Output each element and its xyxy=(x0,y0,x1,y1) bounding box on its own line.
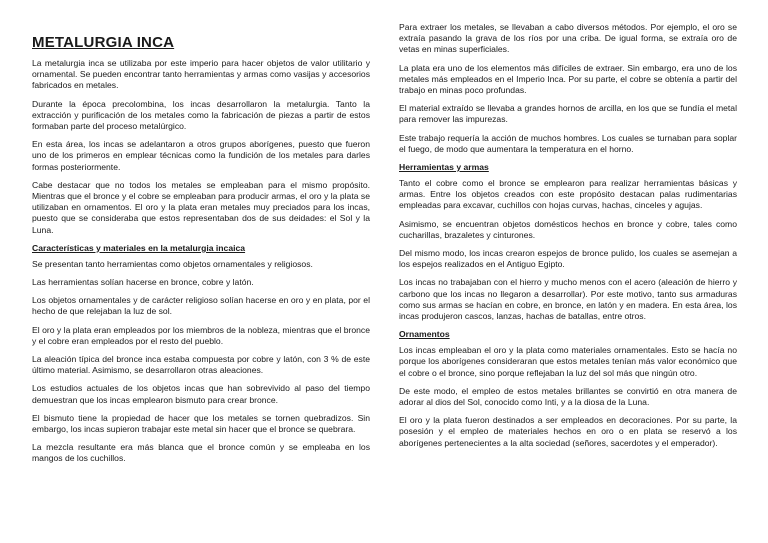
paragraph: La plata era uno de los elementos más difíciles de extraer. Sin embargo, era uno de los metales más empleados en el Imperio Inca. Por su parte, el cobre se obtenía a partir del trabajo en minas poco profundas. xyxy=(399,62,737,96)
paragraph: Se presentan tanto herramientas como objetos ornamentales y religiosos. xyxy=(32,258,313,269)
paragraph: Tanto el cobre como el bronce se emplearon para realizar herramientas básicas y armas. Entre los objetos creados con este propósito destacan palas rudimentarias empleadas para excavar, cuchillos con hojas curvas, hachas, cinceles y agujas. xyxy=(399,178,737,211)
paragraph: La aleación típica del bronce inca estaba compuesta por cobre y latón, con 3 % de este último material. Asimismo, se desarrollaron otras aleaciones. xyxy=(32,354,370,376)
right-column xyxy=(399,22,737,456)
paragraph: El oro y la plata eran empleados por los miembros de la nobleza, mientras que el bronce y el cobre eran empleados por el resto del pueblo. xyxy=(32,324,370,346)
paragraph: Del mismo modo, los incas crearon espejos de bronce pulido, los cuales se asemejan a los espejos realizados en el Antiguo Egipto. xyxy=(399,248,737,270)
left-column xyxy=(32,28,370,472)
paragraph: Asimismo, se encuentran objetos domésticos hechos en bronce y cobre, tales como cucharillas, brazaletes y cinturones. xyxy=(399,218,737,240)
paragraph: El bismuto tiene la propiedad de hacer que los metales se tornen quebradizos. Sin embargo, los incas supieron trabajar este metal sin hacer que el bronce se quebrara. xyxy=(32,412,370,435)
paragraph: La metalurgia inca se utilizaba por este imperio para hacer objetos de valor utilitario y ornamental. Se pueden encontrar tanto herramientas y armas como vasijas y accesorios fabricados en metales. xyxy=(32,58,370,91)
paragraph: Los estudios actuales de los objetos incas que han sobrevivido al paso del tiempo demuestran que los incas emplearon bismuto para crear bronce. xyxy=(32,383,370,405)
paragraph: En esta área, los incas se adelantaron a otros grupos aborígenes, puesto que fueron uno de los primeros en emplear técnicas como la fundición de los metales para darles formas posteriormente. xyxy=(32,139,370,172)
section-heading: Características y materiales en la metalurgia incaica xyxy=(32,242,246,253)
document-title: METALURGIA INCA xyxy=(32,34,175,51)
paragraph: Para extraer los metales, se llevaban a cabo diversos métodos. Por ejemplo, el oro se extraía pasando la grava de los ríos por una criba. De igual forma, se extraía oro de vetas en minas superficiales. xyxy=(399,22,737,55)
paragraph: Este trabajo requería la acción de muchos hombres. Los cuales se turnaban para soplar el fuego, de modo que aumentara la temperatura en el horno. xyxy=(399,132,737,154)
paragraph: La mezcla resultante era más blanca que el bronce común y se empleaba en los mangos de los cuchillos. xyxy=(32,442,370,464)
paragraph: Cabe destacar que no todos los metales se empleaban para el mismo propósito. Mientras que el bronce y el cobre se empleaban para producir armas, el oro y la plata se utilizaban en ornamentos. El oro y la plata eran metales muy preciados para los incas, puesto que se consideraba que estos representaban dos de sus deidades: el Sol y la Luna. xyxy=(32,179,370,235)
paragraph: Los incas empleaban el oro y la plata como materiales ornamentales. Esto se hacía no porque los aborígenes consideraran que estos metales tenían más valor económico que el cobre o el bronce, sino porque reflejaban la luz del sol más que ningún otro. xyxy=(399,345,737,378)
paragraph: De este modo, el empleo de estos metales brillantes se convirtió en otra manera de adorar al dios del Sol, conocido como Inti, y a la diosa de la Luna. xyxy=(399,385,737,408)
paragraph: Los incas no trabajaban con el hierro y mucho menos con el acero (aleación de hierro y carbono que los incas no llegaron a desarrollar). Por este motivo, tanto sus armaduras como sus armas se hacían en cobre, en bronce, en latón y en madera. En esta área, los incas produjeron cascos, lanzas, hachas de batallas, entre otros. xyxy=(399,277,737,322)
paragraph: Durante la época precolombina, los incas desarrollaron la metalurgia. Tanto la extracción y purificación de los metales como la fabricación de piezas a partir de estos formaban parte del proceso metalúrgico. xyxy=(32,98,370,132)
paragraph: Las herramientas solían hacerse en bronce, cobre y latón. xyxy=(32,277,254,288)
section-heading: Ornamentos xyxy=(399,329,450,340)
paragraph: El material extraído se llevaba a grandes hornos de arcilla, en los que se fundía el metal para remover las impurezas. xyxy=(399,103,737,125)
section-heading: Herramientas y armas xyxy=(399,162,489,173)
paragraph: Los objetos ornamentales y de carácter religioso solían hacerse en oro y en plata, por el hecho de que relejaban la luz de sol. xyxy=(32,295,370,317)
paragraph: El oro y la plata fueron destinados a ser empleados en decoraciones. Por su parte, la posesión y el empleo de materiales hechos en oro o en plata se reservó a los aborígenes pertenecientes a la alta sociedad (señores, sacerdotes y el emperador). xyxy=(399,415,737,448)
